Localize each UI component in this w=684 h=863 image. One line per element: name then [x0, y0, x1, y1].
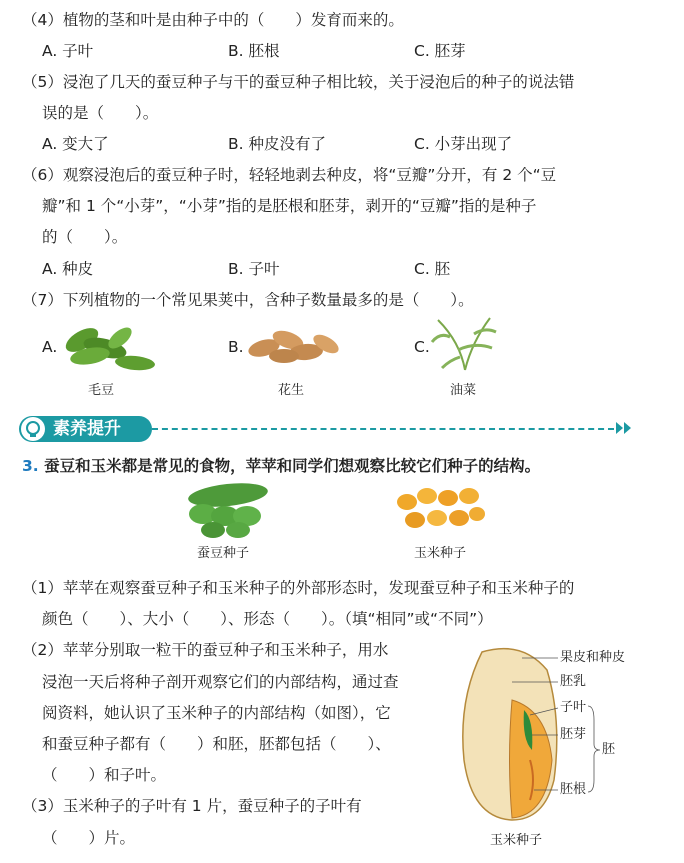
q4-option-a[interactable]: A. 子叶	[42, 42, 94, 60]
q5-option-c[interactable]: C. 小芽出现了	[414, 135, 513, 153]
q5-stem-line1: （5）浸泡了几天的蚕豆种子与干的蚕豆种子相比较，关于浸泡后的种子的说法错	[22, 73, 575, 91]
q6-stem-line1: （6）观察浸泡后的蚕豆种子时，轻轻地剥去种皮，将“豆瓣”分开，有 2 个“豆	[22, 166, 557, 184]
corn-seed-diagram	[452, 640, 612, 830]
q3-part2-line5: （ ）和子叶。	[42, 766, 167, 784]
q4-option-c[interactable]: C. 胚芽	[414, 42, 466, 60]
diagram-label-cotyledon: 子叶	[560, 700, 587, 715]
q3-part3-line2: （ ）片。	[42, 829, 136, 847]
section-divider	[152, 428, 614, 430]
q4-stem: （4）植物的茎和叶是由种子中的（ ）发育而来的。	[22, 11, 404, 29]
section-title: 素养提升	[53, 419, 121, 439]
q3-part2-line1: （2）苹苹分别取一粒干的蚕豆种子和玉米种子，用水	[22, 641, 389, 659]
q3-part1-line1: （1）苹苹在观察蚕豆种子和玉米种子的外部形态时，发现蚕豆种子和玉米种子的	[22, 579, 575, 597]
section-header	[19, 416, 152, 442]
q6-stem-line3: 的（ ）。	[42, 228, 128, 246]
diagram-label-radicle: 胚根	[560, 782, 587, 797]
q3-caption-broad-bean: 蚕豆种子	[197, 546, 250, 561]
q5-option-a[interactable]: A. 变大了	[42, 135, 109, 153]
q7-caption-edamame: 毛豆	[88, 383, 115, 398]
diagram-label-embryo: 胚	[602, 742, 616, 757]
diagram-caption: 玉米种子	[490, 833, 543, 848]
q7-option-b[interactable]: B.	[228, 338, 244, 356]
corn-kernels-image	[393, 484, 488, 534]
rapeseed-pod-image	[430, 312, 500, 374]
q3-part2-line3: 阅资料，她认识了玉米种子的内部结构（如图），它	[42, 704, 391, 722]
q3-part1-line2: 颜色（ ）、大小（ ）、形态（ ）。（填“相同”或“不同”）	[42, 610, 493, 628]
q6-option-b[interactable]: B. 子叶	[228, 260, 280, 278]
q7-caption-rapeseed: 油菜	[450, 383, 477, 398]
q5-stem-line2: 误的是（ ）。	[42, 104, 159, 122]
q6-option-c[interactable]: C. 胚	[414, 260, 451, 278]
diagram-label-endosperm: 胚乳	[560, 674, 587, 689]
diagram-label-plumule: 胚芽	[560, 727, 587, 742]
diagram-label-pericarp: 果皮和种皮	[560, 650, 626, 665]
q3-part2-line4: 和蚕豆种子都有（ ）和胚，胚都包括（ ）、	[42, 735, 391, 753]
q3-part2-line2: 浸泡一天后将种子剖开观察它们的内部结构，通过查	[42, 673, 399, 691]
q7-option-a[interactable]: A.	[42, 338, 58, 356]
q3-number: 3.	[22, 457, 39, 475]
q3-stem	[22, 456, 540, 476]
q6-option-a[interactable]: A. 种皮	[42, 260, 94, 278]
broad-bean-image	[183, 480, 273, 540]
double-arrow-icon	[614, 420, 634, 436]
q7-caption-peanut: 花生	[278, 383, 305, 398]
edamame-image	[60, 318, 160, 376]
q3-stem-text: 蚕豆和玉米都是常见的食物，苹苹和同学们想观察比较它们种子的结构。	[44, 457, 541, 475]
q7-option-c[interactable]: C.	[414, 338, 430, 356]
q4-option-b[interactable]: B. 胚根	[228, 42, 280, 60]
peanut-image	[244, 320, 344, 368]
q7-stem: （7）下列植物的一个常见果荚中，含种子数量最多的是（ ）。	[22, 291, 474, 309]
lightbulb-icon	[21, 417, 45, 441]
q3-caption-corn: 玉米种子	[414, 546, 467, 561]
q5-option-b[interactable]: B. 种皮没有了	[228, 135, 326, 153]
q6-stem-line2: 瓣”和 1 个“小芽”，“小芽”指的是胚根和胚芽，剥开的“豆瓣”指的是种子	[42, 197, 537, 215]
q3-part3-line1: （3）玉米种子的子叶有 1 片，蚕豆种子的子叶有	[22, 797, 362, 815]
